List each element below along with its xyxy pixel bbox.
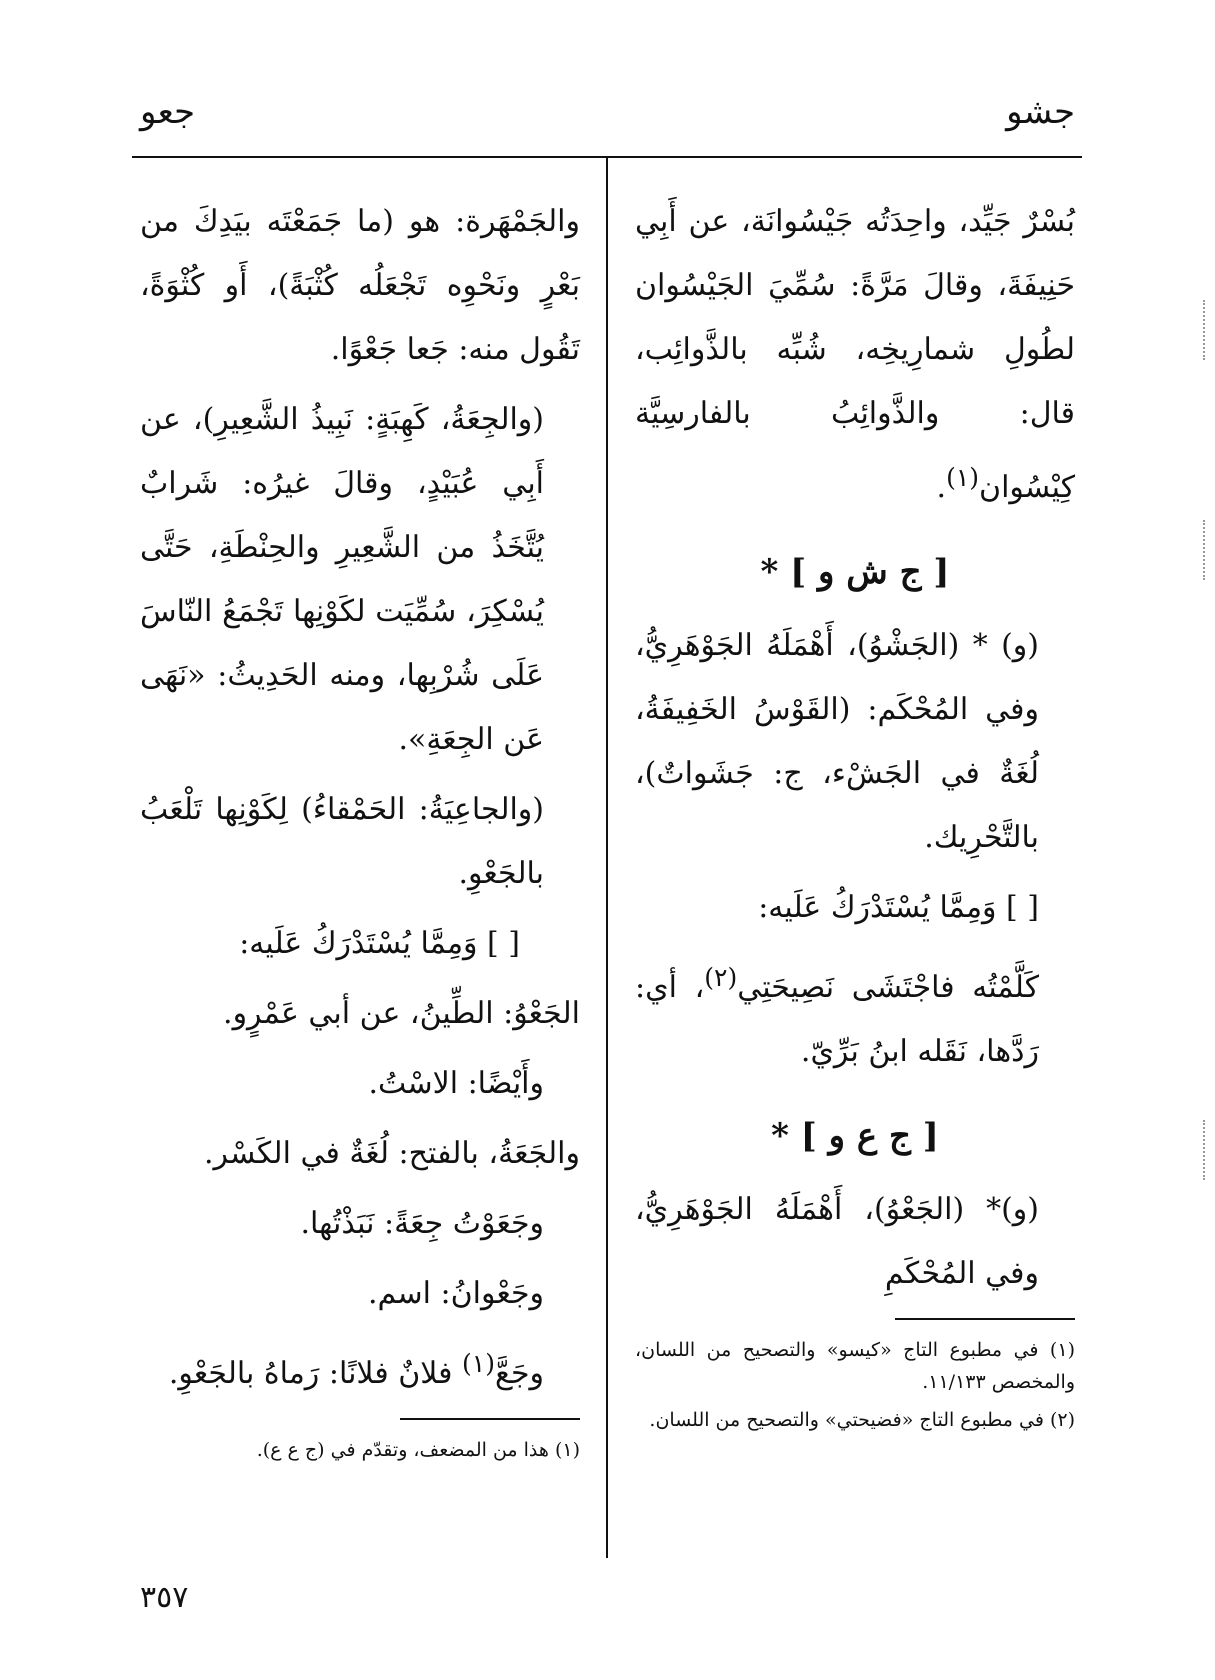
paragraph: والجَمْهَرة: هو (ما جَمَعْتَه بيَدِكَ من بَعْرٍ ونَحْوِه تَجْعَلُه كُثْبَةً)، أَو كُثْوَةً، تَقُول منه: جَعا جَعْوًا. (140, 204, 580, 367)
footnote-ref: (١) (462, 1349, 495, 1378)
paragraph: وجَعَّ$^{(١)}$ فلانٌ فلانًا: رَماهُ بالجَعْوِ. (168, 1349, 544, 1391)
footnote-ref: (٢) (704, 963, 738, 992)
page-number: ٣٥٧ (140, 1580, 189, 1615)
paragraph: (والجِعَةُ، كَهِبَةٍ: نَبِيذُ الشَّعِيرِ)، عن أَبِي عُبَيْدٍ، وقالَ غيرُه: شَرابٌ يُتَّخَذُ من الشَّعِيرِ والحِنْطَةِ، حَتَّى يُسْكِرَ، سُمِّيَت لكَوْنِها تَجْمَعُ النّاسَ عَلَى شُرْبِها، ومنه الحَدِيثُ: «نَهَى عَن الجِعَةِ». (140, 402, 544, 757)
entry-heading: [ ج ع و ] * (771, 1116, 939, 1156)
paragraph: وأَيْضًا: الاسْتُ. (368, 1066, 544, 1101)
paragraph: والجَعَةُ، بالفتح: لُغَةٌ في الكَسْر. (204, 1136, 580, 1171)
column-divider (606, 158, 608, 1558)
footnote-rule (400, 1418, 580, 1420)
paragraph: كَلَّمْتُه فاجْتَشَى نَصِيحَتِي$^{(٢)}$، أي: رَدَّها، نَقَله ابنُ بَرِّيّ. (635, 963, 1039, 1069)
paragraph: بُسْرٌ جَيِّد، واحِدَتُه جَيْسُوانَة، عن أَبِي حَنِيفَةَ، وقالَ مَرَّةً: سُمِّيَ الجَيْسُوان لطُولِ شمارِيخِه، شُبِّه بالذَّوائِب، قال: والذَّوائِبُ بالفارسِيَّة كِيْسُوان$^{(١)}$. (635, 204, 1075, 505)
running-header-right: جشو (1006, 92, 1075, 132)
footnote-rule (895, 1318, 1075, 1320)
paragraph: (و) * (الجَشْوُ)، أَهْمَلَهُ الجَوْهَرِيُّ، وفي المُحْكَم: (القَوْسُ الخَفِيفَةُ، لُغَةٌ في الجَشْء، ج: جَشَواتٌ)، بالتَّحْرِيك. (635, 628, 1039, 855)
left-column (140, 190, 580, 1472)
paragraph: (و)* (الجَعْوُ)، أَهْمَلَهُ الجَوْهَرِيُّ، وفي المُحْكَمِ (635, 1192, 1039, 1291)
footnote: (١) في مطبوع التاج «كيسو» والتصحيح من اللسان، والمخصص ١١/١٣٣. (635, 1339, 1075, 1393)
right-column (635, 190, 1075, 1442)
paragraph: الجَعْوُ: الطِّينُ، عن أبي عَمْرٍو. (223, 996, 580, 1031)
footnote-ref: (١) (946, 463, 980, 492)
scan-edge-mark (1203, 1120, 1207, 1180)
paragraph: (والجاعِيَةُ: الحَمْقاءُ) لِكَوْنِها تَلْعَبُ بالجَعْوِ. (140, 792, 544, 891)
entry-heading: [ ج ش و ] * (760, 552, 950, 592)
supplement-heading: [ ] وَمِمَّا يُسْتَدْرَكُ عَلَيه: (758, 890, 1039, 925)
paragraph: وجَعَوْتُ جِعَةً: نَبَذْتُها. (300, 1206, 544, 1241)
supplement-heading: [ ] وَمِمَّا يُسْتَدْرَكُ عَلَيه: (239, 926, 520, 961)
scan-edge-mark (1203, 520, 1207, 580)
scan-edge-mark (1203, 300, 1207, 360)
paragraph: وجَعْوانُ: اسم. (368, 1276, 544, 1311)
running-header-left: جعو (140, 92, 195, 132)
footnote: (١) هذا من المضعف، وتقدّم في (ج ع ع). (256, 1439, 580, 1461)
footnote: (٢) في مطبوع التاج «فضيحتي» والتصحيح من اللسان. (649, 1409, 1075, 1431)
